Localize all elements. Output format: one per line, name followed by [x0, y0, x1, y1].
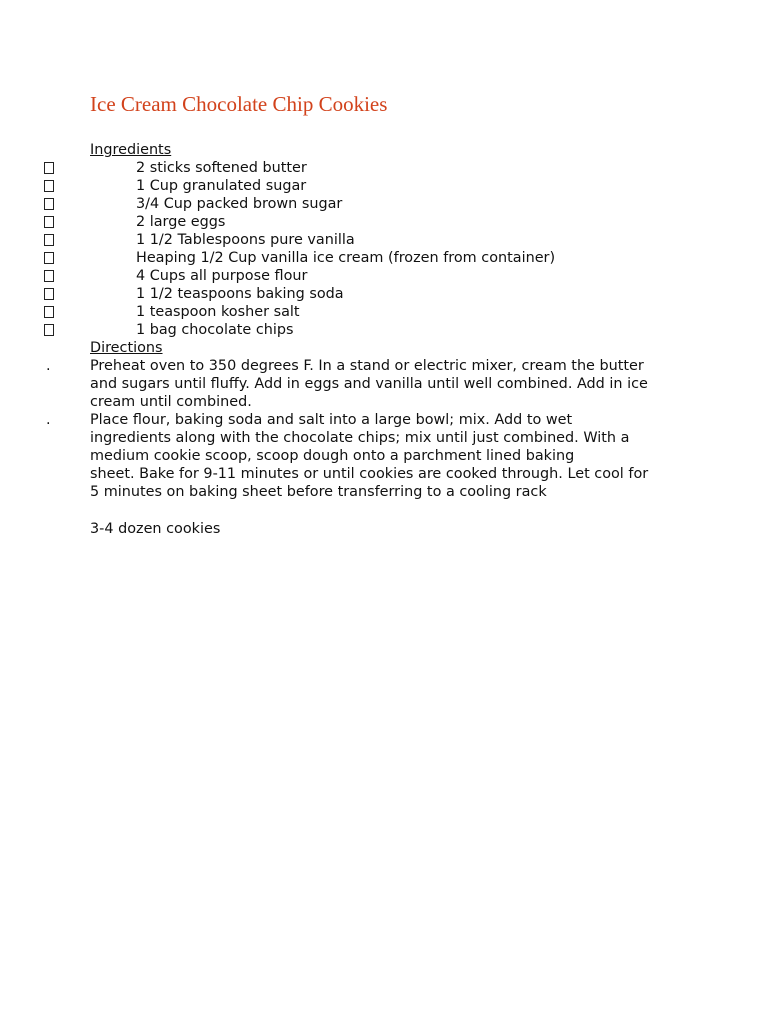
- checkbox-bullet-icon: [44, 180, 54, 192]
- checkbox-bullet-icon: [44, 324, 54, 336]
- checkbox-bullet-icon: [44, 288, 54, 300]
- step-text: [90, 411, 690, 501]
- ingredient-text: 1 bag chocolate chips: [136, 322, 294, 338]
- ingredient-text: 1 Cup granulated sugar: [136, 178, 307, 194]
- checkbox-bullet-icon: [44, 252, 54, 264]
- recipe-title: Ice Cream Chocolate Chip Cookies: [90, 92, 388, 116]
- step-line: medium cookie scoop, scoop dough onto a parchment lined baking: [90, 448, 575, 464]
- step-line: Preheat oven to 350 degrees F. In a stand or electric mixer, cream the butter: [90, 358, 644, 374]
- checkbox-bullet-icon: [44, 198, 54, 210]
- step-marker: .: [46, 358, 51, 374]
- ingredient-text: 1 1/2 teaspoons baking soda: [136, 286, 344, 302]
- ingredient-text: 1 teaspoon kosher salt: [136, 304, 300, 320]
- ingredients-heading: Ingredients: [90, 142, 172, 158]
- checkbox-bullet-icon: [44, 162, 54, 174]
- checkbox-bullet-icon: [44, 216, 54, 228]
- ingredient-text: 1 1/2 Tablespoons pure vanilla: [136, 232, 355, 248]
- step-text: [90, 357, 690, 411]
- step-line: sheet. Bake for 9-11 minutes or until cookies are cooked through. Let cool for: [90, 466, 649, 482]
- ingredient-text: 4 Cups all purpose flour: [136, 268, 308, 284]
- ingredient-text: 2 sticks softened butter: [136, 160, 307, 176]
- step-line: Place flour, baking soda and salt into a large bowl; mix. Add to wet: [90, 412, 573, 428]
- step-line: ingredients along with the chocolate chips; mix until just combined. With a: [90, 430, 630, 446]
- ingredient-text: 3/4 Cup packed brown sugar: [136, 196, 343, 212]
- recipe-yield: 3-4 dozen cookies: [90, 521, 221, 537]
- checkbox-bullet-icon: [44, 234, 54, 246]
- ingredient-text: 2 large eggs: [136, 214, 226, 230]
- step-line: cream until combined.: [90, 394, 252, 410]
- checkbox-bullet-icon: [44, 306, 54, 318]
- step-line: 5 minutes on baking sheet before transferring to a cooling rack: [90, 484, 547, 500]
- ingredient-text: Heaping 1/2 Cup vanilla ice cream (frozen from container): [136, 250, 556, 266]
- directions-heading: Directions: [90, 340, 163, 356]
- step-marker: .: [46, 412, 51, 428]
- checkbox-bullet-icon: [44, 270, 54, 282]
- step-line: and sugars until fluffy. Add in eggs and vanilla until well combined. Add in ice: [90, 376, 648, 392]
